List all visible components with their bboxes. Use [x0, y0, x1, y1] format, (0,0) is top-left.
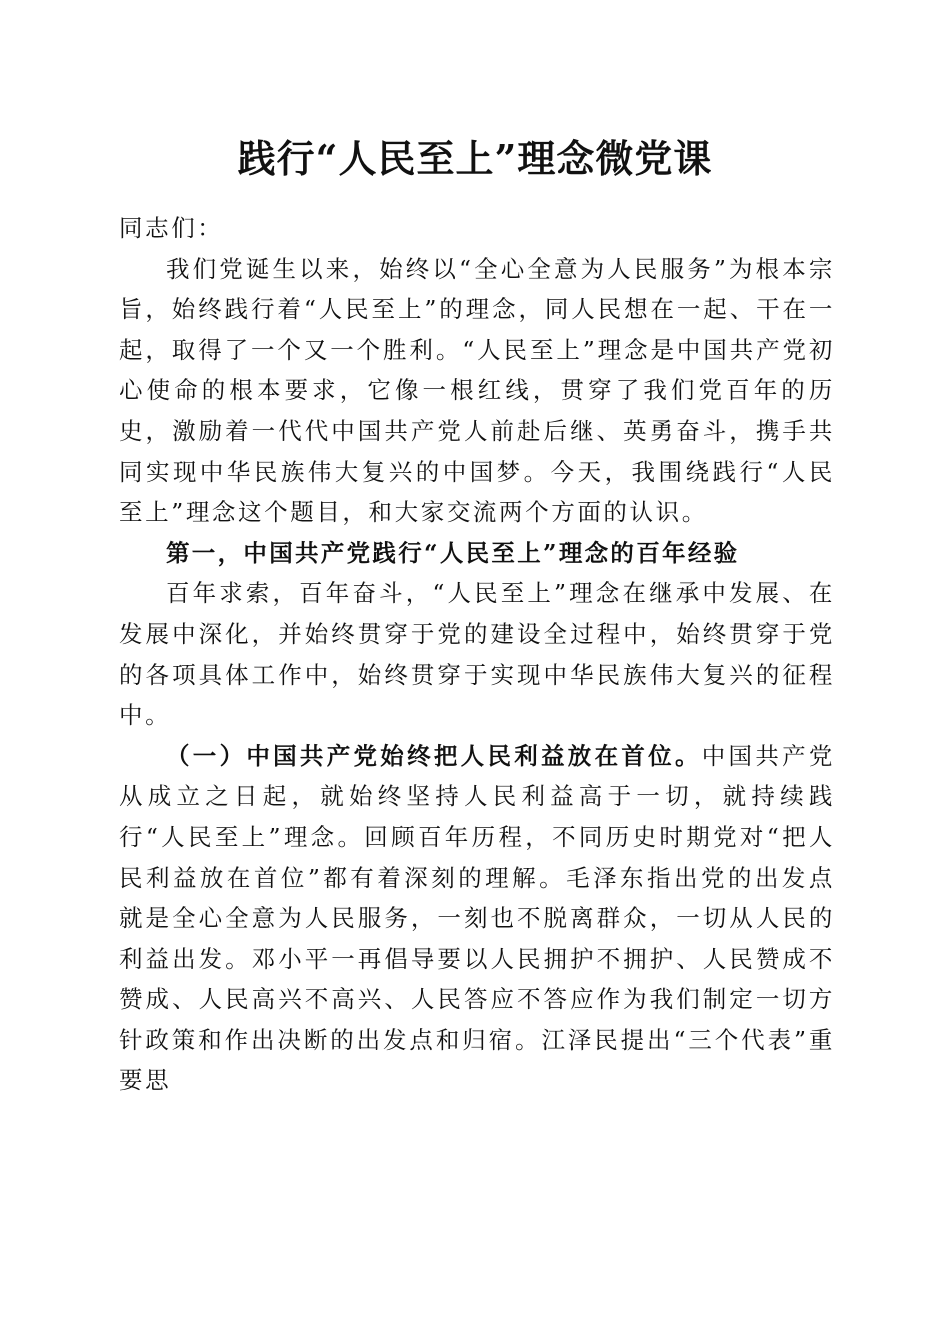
- subsection-paragraph: [119, 736, 835, 1101]
- intro-paragraph: 我们党诞生以来，始终以“全心全意为人民服务”为根本宗旨，始终践行着“人民至上”的理念，同人民想在一起、干在一起，取得了一个又一个胜利。“人民至上”理念是中国共产党初心使命的根本要求，它像一根红线，贯穿了我们党百年的历史，激励着一代代中国共产党人前赴后继、英勇奋斗，携手共同实现中华民族伟大复兴的中国梦。今天，我围绕践行“人民至上”理念这个题目，和大家交流两个方面的认识。: [119, 254, 835, 527]
- subsection-lead: （一）中国共产党始终把人民利益放在首位。: [166, 741, 702, 770]
- subsection-body: 中国共产党从成立之日起，就始终坚持人民利益高于一切，就持续践行“人民至上”理念。回顾百年历程，不同历史时期党对“把人民利益放在首位”都有着深刻的理解。毛泽东指出党的出发点就是全心全意为人民服务，一刻也不脱离群众，一切从人民的利益出发。邓小平一再倡导要以人民拥护不拥护、人民赞成不赞成、人民高兴不高兴、人民答应不答应作为我们制定一切方针政策和作出决断的出发点和归宿。江泽民提出“三个代表”重要思: [119, 741, 835, 1095]
- document-body: [119, 208, 835, 1101]
- salutation: 同志们：: [119, 214, 224, 242]
- document-title: 践行“人民至上”理念微党课: [237, 136, 713, 181]
- section-heading: 第一，中国共产党践行“人民至上”理念的百年经验: [166, 538, 740, 567]
- section-intro-paragraph: 百年求索，百年奋斗，“人民至上”理念在继承中发展、在发展中深化，并始终贯穿于党的建设全过程中，始终贯穿于党的各项具体工作中，始终贯穿于实现中华民族伟大复兴的征程中。: [119, 579, 835, 730]
